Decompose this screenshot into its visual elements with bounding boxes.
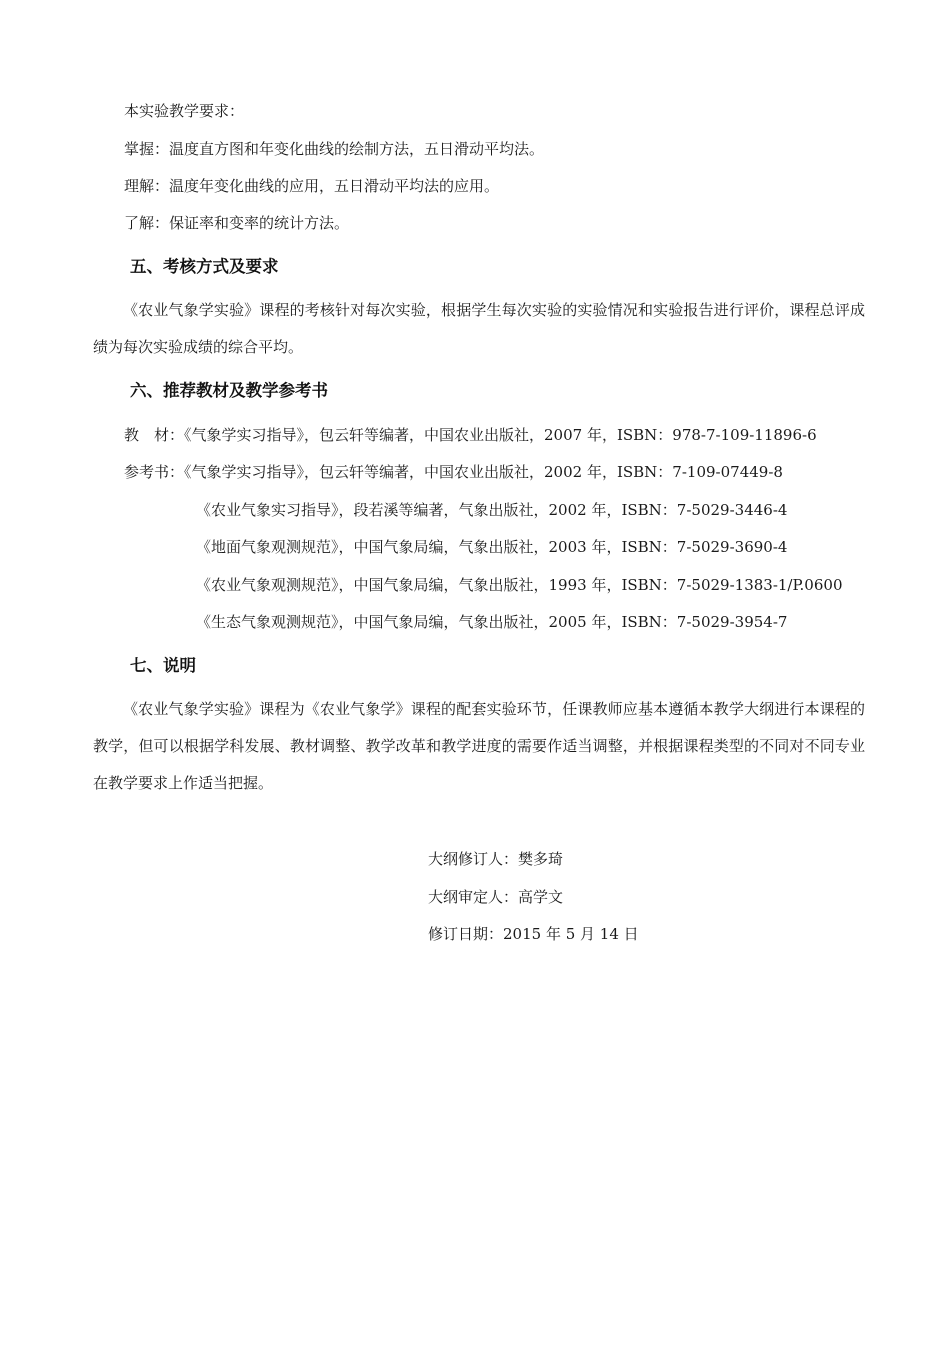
requirement-know: 了解：保证率和变率的统计方法。 bbox=[124, 214, 350, 232]
section-5-body: 《农业气象学实验》课程的考核针对每次实验，根据学生每次实验的实验情况和实验报告进行评价，课程总评成绩为每次实验成绩的综合平均。 bbox=[93, 301, 865, 356]
requirement-master: 掌握：温度直方图和年变化曲线的绘制方法，五日滑动平均法。 bbox=[124, 140, 545, 158]
reference-entry-1: 参考书：《气象学实习指导》，包云轩等编著，中国农业出版社，2002 年，ISBN：7-109-07449-8 bbox=[124, 463, 783, 481]
textbook-entry: 教 材：《气象学实习指导》，包云轩等编著，中国农业出版社，2007 年，ISBN：978-7-109-11896-6 bbox=[124, 426, 817, 444]
section-7-body: 《农业气象学实验》课程为《农业气象学》课程的配套实验环节，任课教师应基本遵循本教学大纲进行本课程的教学，但可以根据学科发展、教材调整、教学改革和教学进度的需要作适当调整，并根据课程类型的不同对不同专业在教学要求上作适当把握。 bbox=[93, 700, 865, 792]
reference-entry-4: 《农业气象观测规范》，中国气象局编，气象出版社，1993 年，ISBN：7-5029-1383-1/P.0600 bbox=[196, 576, 843, 594]
reference-entry-3: 《地面气象观测规范》，中国气象局编，气象出版社，2003 年，ISBN：7-5029-3690-4 bbox=[196, 538, 788, 556]
section-7-heading: 七、说明 bbox=[130, 656, 196, 675]
section-6-heading: 六、推荐教材及教学参考书 bbox=[130, 381, 328, 400]
revision-date-line: 修订日期：2015 年 5 月 14 日 bbox=[428, 925, 639, 943]
requirement-understand: 理解：温度年变化曲线的应用，五日滑动平均法的应用。 bbox=[124, 177, 500, 195]
requirements-intro: 本实验教学要求： bbox=[124, 102, 245, 120]
section-5-heading: 五、考核方式及要求 bbox=[130, 257, 279, 276]
reference-entry-5: 《生态气象观测规范》，中国气象局编，气象出版社，2005 年，ISBN：7-5029-3954-7 bbox=[196, 613, 788, 631]
approver-line: 大纲审定人：高学文 bbox=[428, 888, 564, 906]
reviser-line: 大纲修订人：樊多琦 bbox=[428, 850, 564, 868]
reference-entry-2: 《农业气象实习指导》，段若溪等编著，气象出版社，2002 年，ISBN：7-5029-3446-4 bbox=[196, 501, 788, 519]
